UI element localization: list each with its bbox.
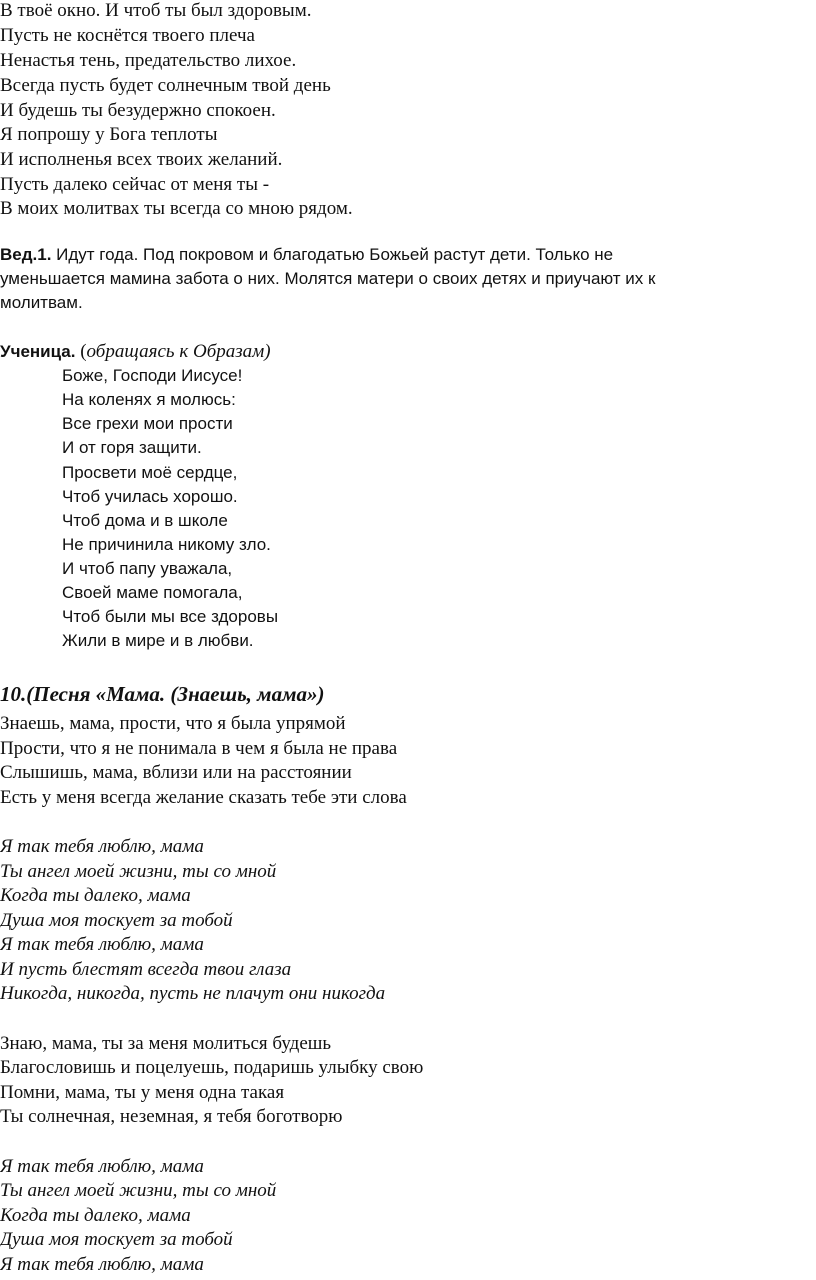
chorus-line: Когда ты далеко, мама [0, 885, 191, 906]
poem-line: Я попрошу у Бога теплоты [0, 124, 218, 145]
chorus-line: Я так тебя люблю, мама [0, 934, 204, 955]
presenter-text: Идут года. Под покровом и благодатью Божьей растут дети. Только не [51, 245, 614, 264]
poem-line: Всегда пусть будет солнечным твой день [0, 75, 331, 96]
chorus-line: Когда ты далеко, мама [0, 1205, 191, 1226]
poem-line: И исполненья всех твоих желаний. [0, 149, 283, 170]
chorus-line: Я так тебя люблю, мама [0, 1156, 204, 1177]
paren: ( [75, 341, 87, 362]
chorus-line: Ты ангел моей жизни, ты со мной [0, 1180, 277, 1201]
chorus-line: Ты ангел моей жизни, ты со мной [0, 861, 277, 882]
stage-direction: обращаясь к Образам) [86, 341, 271, 362]
chorus-line: Я так тебя люблю, мама [0, 836, 204, 857]
prayer-line: И от горя защити. [62, 438, 202, 457]
poem-line: И будешь ты безудержно спокоен. [0, 100, 276, 121]
song-heading: 10.(Песня «Мама. (Знаешь, мама») [0, 682, 325, 706]
chorus-line: Я так тебя люблю, мама [0, 1254, 204, 1275]
prayer-line: Все грехи мои прости [62, 414, 233, 433]
prayer-line: Не причинила никому зло. [62, 535, 271, 554]
presenter-line [0, 243, 613, 267]
chorus-line: Душа моя тоскует за тобой [0, 1229, 233, 1250]
song-line: Знаю, мама, ты за меня молиться будешь [0, 1033, 332, 1054]
song-line: Прости, что я не понимала в чем я была не права [0, 738, 398, 759]
prayer-line: Чтоб были мы все здоровы [62, 607, 279, 626]
chorus-line: И пусть блестят всегда твои глаза [0, 959, 292, 980]
prayer-line: На коленях я молюсь: [62, 390, 236, 409]
prayer-line: Чтоб дома и в школе [62, 511, 228, 530]
song-line: Слышишь, мама, вблизи или на расстоянии [0, 762, 352, 783]
speaker-label: Ученица. [0, 342, 76, 361]
presenter-line: уменьшается мамина забота о них. Молятся матери о своих детях и приучают их к [0, 269, 656, 288]
speaker-label: Вед.1. [0, 245, 52, 264]
chorus-line: Никогда, никогда, пусть не плачут они никогда [0, 983, 386, 1004]
prayer-line: И чтоб папу уважала, [62, 559, 233, 578]
student-header [0, 340, 271, 365]
song-line: Благословишь и поцелуешь, подаришь улыбку свою [0, 1057, 424, 1078]
chorus-line: Душа моя тоскует за тобой [0, 910, 233, 931]
poem-line: Пусть не коснётся твоего плеча [0, 25, 255, 46]
presenter-line: молитвам. [0, 293, 83, 312]
poem-line: В твоё окно. И чтоб ты был здоровым. [0, 0, 312, 21]
prayer-line: Своей маме помогала, [62, 583, 243, 602]
prayer-line: Просвети моё сердце, [62, 463, 238, 482]
prayer-line: Боже, Господи Иисусе! [62, 366, 243, 385]
song-line: Помни, мама, ты у меня одна такая [0, 1082, 285, 1103]
song-line: Есть у меня всегда желание сказать тебе эти слова [0, 787, 407, 808]
prayer-line: Жили в мире и в любви. [62, 631, 254, 650]
prayer-line: Чтоб училась хорошо. [62, 487, 238, 506]
poem-line: Ненастья тень, предательство лихое. [0, 50, 297, 71]
song-line: Знаешь, мама, прости, что я была упрямой [0, 713, 346, 734]
poem-line: В моих молитвах ты всегда со мною рядом. [0, 198, 353, 219]
poem-line: Пусть далеко сейчас от меня ты - [0, 174, 270, 195]
song-line: Ты солнечная, неземная, я тебя боготворю [0, 1106, 343, 1127]
